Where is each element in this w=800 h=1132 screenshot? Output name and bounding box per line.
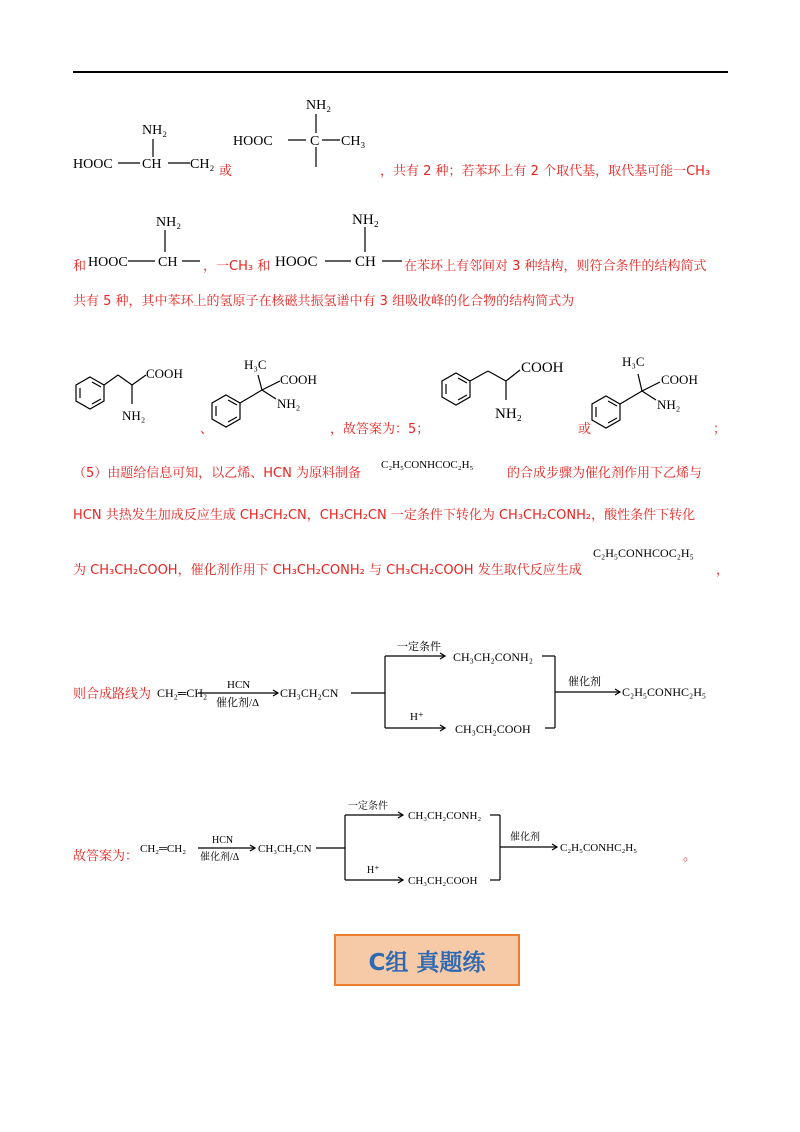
text-end: ； (713, 422, 727, 437)
r1-ethylene: CH₂═CH₂ (157, 686, 208, 700)
r1-propionitrile: CH₃CH₂CN (280, 686, 339, 700)
r1-product: C₂H₅CONHC₂H₅ (622, 685, 707, 699)
s4-nh2: NH₂ (352, 212, 379, 228)
r2-catalyst: 催化剂 (510, 832, 540, 843)
s3-nh2: NH₂ (156, 215, 182, 230)
s1-hooc: HOOC (73, 157, 113, 172)
r2-amide: CH₃CH₂CONH₂ (408, 810, 482, 822)
text-line7-end: ， (716, 563, 730, 578)
r1-amide: CH₃CH₂CONH₂ (453, 650, 533, 664)
text-line5-tail: 的合成步骤为催化剂作用下乙烯与 (507, 466, 703, 481)
r1-catalyst: 催化剂 (568, 676, 601, 688)
r2-product: C₂H₅CONHC₂H₅ (560, 842, 638, 854)
text-line6: HCN 共热发生加成反应生成 CH₃CH₂CN，CH₃CH₂CN 一定条件下转化为 CH₃CH₂CONH₂，酸性条件下转化 (73, 508, 696, 523)
s1-nh2: NH₂ (142, 123, 168, 138)
text-line3: 共有 5 种，其中苯环上的氢原子在核磁共振氢谱中有 3 组吸收峰的化合物的结构简式为 (73, 294, 575, 309)
r2-ethylene: CH₂═CH₂ (140, 843, 187, 855)
text-line1-tail: ，共有 2 种；若苯环上有 2 个取代基，取代基可能一CH₃ (380, 164, 711, 179)
text-answer-5: ，故答案为：5； (330, 422, 430, 437)
s2-nh2: NH₂ (306, 98, 332, 113)
text-answer-label: 故答案为： (73, 849, 139, 864)
s3-ch: CH (158, 255, 178, 270)
q2-h3c: H₃C (622, 354, 645, 369)
section-badge (334, 934, 520, 986)
s4-ch: CH (355, 254, 376, 270)
r2-cond-top: 一定条件 (348, 801, 388, 812)
b2-nh2: NH₂ (495, 406, 522, 422)
r1-acid: CH₃CH₂COOH (455, 722, 531, 736)
text-line5-head: （5）由题给信息可知，以乙烯、HCN 为原料制备 (73, 466, 361, 481)
r1-cond-top: 一定条件 (397, 641, 441, 653)
r1-hcn: HCN (227, 679, 251, 691)
product-formula: C₂H₅CONHCOC₂H₅ (593, 546, 694, 560)
q1-nh2: NH₂ (277, 396, 301, 411)
s1-ch2: CH₂ (190, 157, 215, 172)
r1-cat-heat: 催化剂/Δ (216, 697, 260, 709)
q2-cooh: COOH (661, 372, 698, 387)
target-formula: C₂H₅CONHCOC₂H₅ (381, 459, 474, 471)
s2-ch3: CH₃ (341, 134, 366, 149)
r2-acid: CH₃CH₂COOH (408, 875, 478, 887)
r2-cat-heat: 催化剂/Δ (200, 852, 240, 863)
text-or-1: 或 (219, 164, 233, 179)
text-and-1: 和 (73, 259, 87, 274)
text-route-label: 则合成路线为 (73, 687, 152, 702)
s4-hooc: HOOC (275, 254, 318, 270)
q1-h3c: H₃C (244, 357, 267, 372)
b1-nh2: NH₂ (122, 408, 146, 423)
section-title: C组 真题练 (368, 949, 486, 976)
text-line2-tail: 在苯环上有邻间对 3 种结构，则符合条件的结构简式 (404, 259, 707, 274)
b2-cooh: COOH (521, 360, 564, 376)
s3-hooc: HOOC (88, 255, 128, 270)
text-line7-head: 为 CH₃CH₂COOH，催化剂作用下 CH₃CH₂CONH₂ 与 CH₃CH₂COOH 发生取代反应生成 (73, 563, 582, 578)
text-answer-end: 。 (683, 849, 697, 864)
text-sep: 、 (200, 422, 214, 437)
q2-nh2: NH₂ (657, 397, 681, 412)
text-line2-mid: ，一CH₃ 和 (203, 259, 271, 274)
b1-cooh: COOH (146, 366, 183, 381)
r2-hcn: HCN (212, 835, 234, 846)
r2-propionitrile: CH₃CH₂CN (258, 843, 312, 855)
s2-c: C (310, 134, 320, 149)
s1-ch: CH (142, 157, 162, 172)
r2-h-plus: H⁺ (367, 865, 380, 876)
r1-h-plus: H⁺ (410, 711, 424, 723)
s2-hooc: HOOC (233, 134, 273, 149)
text-or-2: 或 (578, 422, 592, 437)
q1-cooh: COOH (280, 372, 317, 387)
